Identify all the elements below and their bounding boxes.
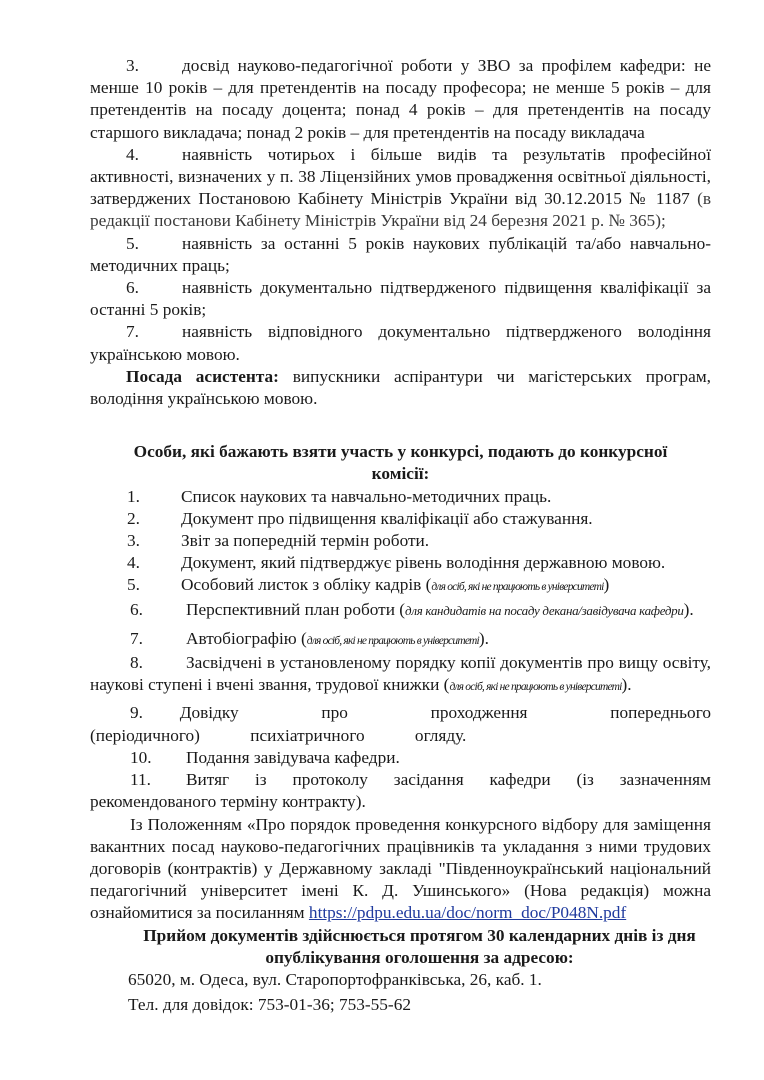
- item-text: наявність чотирьох і більше видів та результатів професійної активності, визначених у п. 38 Ліцензійних умов провадження освітньої діяльності, затверджених Постановою Кабінету Міністрів України від 30.12.2015 № 1187: [90, 144, 711, 209]
- document-page: [90, 55, 711, 1016]
- document-item-5: [90, 574, 711, 598]
- item-number: 10.: [130, 747, 152, 767]
- item-number: 1.: [127, 486, 140, 506]
- item-text: Документ, який підтверджує рівень володіння державною мовою.: [181, 553, 666, 573]
- item-text: наявність за останні 5 років наукових публікацій та/або навчально-методичних праць;: [90, 233, 711, 275]
- item-text: Документ про підвищення кваліфікації або стажування.: [181, 508, 593, 528]
- submission-address: 65020, м. Одеса, вул. Старопортофранківська, 26, каб. 1.: [128, 969, 542, 989]
- item-note: для осіб, які не працюють в університеті: [449, 681, 622, 694]
- item-note: для осіб, які не працюють в університеті: [306, 634, 479, 647]
- documents-list: [90, 486, 711, 599]
- document-item-7: [90, 628, 711, 652]
- item-tail: ).: [621, 675, 632, 695]
- item-number: 6.: [130, 599, 143, 619]
- item-number: 7.: [130, 628, 143, 648]
- item-text: Засвідчені в установленому порядку копії документів про вищу освіту, наукові ступені і вчені звання, трудової книжки (: [90, 653, 711, 695]
- requirement-item-7: [90, 321, 711, 365]
- item-number: 4.: [126, 144, 139, 164]
- document-item-6: [90, 599, 711, 622]
- document-item-3: [90, 530, 711, 552]
- item-text: досвід науково-педагогічної роботи у ЗВО за профілем кафедри: не менше 10 років – для претендентів на посаду професора; не менше 5 років – для претендентів на посаду доцента; понад 4 років – для претендентів на посаду старшого викладача; понад 2 років – для претендентів на посаду викладача: [90, 56, 711, 142]
- item-number: 5.: [126, 233, 139, 253]
- document-item-10: [90, 747, 711, 769]
- document-item-1: [90, 486, 711, 508]
- regulation-text: Із Положенням «Про порядок проведення конкурсного відбору для заміщення вакантних посад науково-педагогічних працівників та укладання з ними трудових договорів (контрактів) у Державному закладі "Південноукраїнський національний педагогічний університет імені К. Д. Ушинського» (Нова редакція) можна ознайомитися за посиланням: [90, 814, 711, 923]
- item-text: Список наукових та навчально-методичних праць.: [181, 486, 552, 506]
- item-number: 3.: [127, 531, 140, 551]
- submission-phone: Тел. для довідок: 753-01-36; 753-55-62: [128, 995, 411, 1015]
- assistant-text: випускники аспірантури чи магістерських програм, володіння українською мовою.: [90, 366, 711, 409]
- item-tail: ).: [683, 599, 694, 619]
- item-number: 8.: [130, 653, 143, 673]
- item-tail: ).: [478, 628, 489, 648]
- documents-heading: Особи, які бажають взяти участь у конкурсі, подають до конкурсної комісії:: [133, 442, 668, 484]
- item-text: Звіт за попередній термін роботи.: [181, 531, 430, 551]
- item-number: 9.: [130, 703, 143, 723]
- requirement-item-6: [90, 277, 711, 321]
- item-text: Довідку про проходження попереднього (періодичного) психіатричного огляду.: [90, 703, 711, 745]
- item-number: 2.: [127, 508, 140, 528]
- document-item-2: [90, 508, 711, 530]
- item-text: наявність відповідного документально підтвердженого володіння українською мовою.: [90, 322, 711, 364]
- item-number: 7.: [126, 322, 139, 342]
- document-item-11: [90, 769, 711, 813]
- item-note: для осіб, які не працюють в університеті: [431, 581, 604, 594]
- item-number: 6.: [126, 278, 139, 298]
- regulation-paragraph: [90, 814, 711, 925]
- document-item-9: [90, 702, 711, 746]
- item-number: 5.: [127, 575, 140, 595]
- item-text: Витяг із протоколу засідання кафедри (із зазначенням рекомендованого терміну контракту).: [90, 770, 711, 812]
- item-text: Подання завідувача кафедри.: [186, 747, 400, 767]
- requirement-item-5: [90, 233, 711, 277]
- requirement-item-3: [90, 55, 711, 144]
- assistant-position: [90, 366, 711, 410]
- item-number: 11.: [130, 770, 151, 790]
- item-text: Автобіографію (: [186, 628, 307, 648]
- requirement-item-4: [90, 144, 711, 233]
- item-tail: ): [603, 575, 610, 595]
- assistant-label: Посада асистента:: [126, 366, 279, 386]
- item-text: наявність документально підтвердженого підвищення кваліфікації за останні 5 років;: [90, 278, 711, 320]
- item-note: для кандидатів на посаду декана/завідувача кафедри: [405, 602, 684, 618]
- document-item-4: [90, 552, 711, 574]
- regulation-link[interactable]: https://pdpu.edu.ua/doc/norm_doc/P048N.pdf: [308, 903, 627, 923]
- item-number: 4.: [127, 553, 140, 573]
- item-text: Перспективний план роботи (: [186, 599, 406, 619]
- item-text: Особовий листок з обліку кадрів (: [181, 575, 432, 595]
- item-text-amendment: (в редакції постанови Кабінету Міністрів України від 24 березня 2021 р. № 365);: [90, 189, 711, 231]
- document-item-8: [90, 652, 711, 698]
- submission-heading: Прийом документів здійснюється протягом 30 календарних днів із дня опублікування оголошення за адресою:: [143, 925, 696, 967]
- item-number: 3.: [126, 56, 139, 75]
